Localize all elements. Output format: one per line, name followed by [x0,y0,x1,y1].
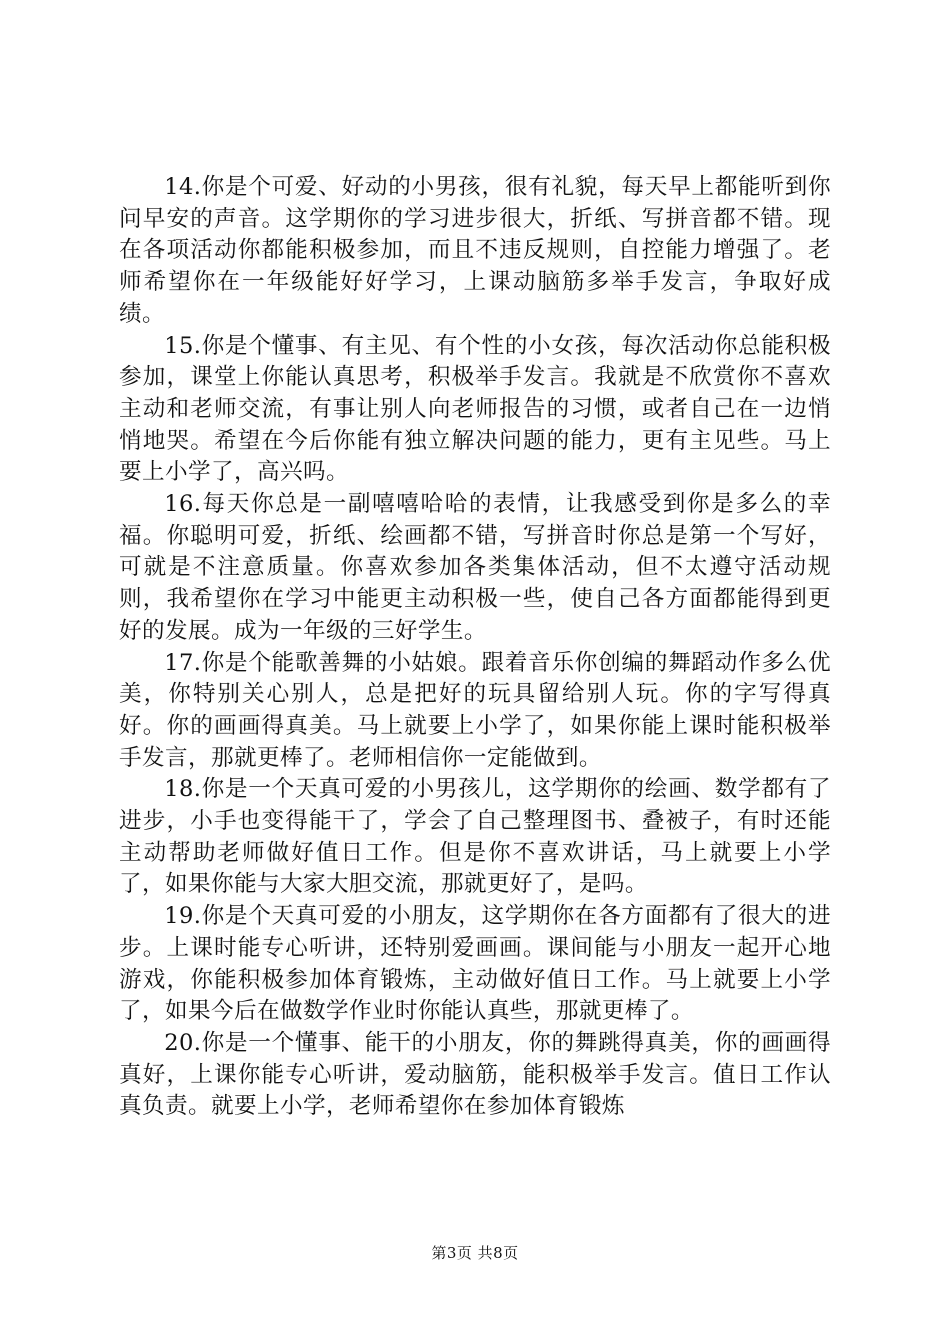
comment-paragraph-18: 18.你是一个天真可爱的小男孩儿，这学期你的绘画、数学都有了进步，小手也变得能干了，学会了自己整理图书、叠被子，有时还能主动帮助老师做好值日工作。但是你不喜欢讲话，马上就要上小学了，如果你能与大家大胆交流，那就更好了，是吗。 [119,776,831,898]
comment-paragraph-17: 17.你是个能歌善舞的小姑娘。跟着音乐你创编的舞蹈动作多么优美，你特别关心别人，总是把好的玩具留给别人玩。你的字写得真好。你的画画得真美。马上就要上小学了，如果你能上课时能积极举手发言，那就更棒了。老师相信你一定能做到。 [119,649,831,771]
comment-paragraph-16: 16.每天你总是一副嘻嘻哈哈的表情，让我感受到你是多么的幸福。你聪明可爱，折纸、绘画都不错，写拼音时你总是第一个写好，可就是不注意质量。你喜欢参加各类集体活动，但不太遵守活动规则，我希望你在学习中能更主动积极一些，使自己各方面都能得到更好的发展。成为一年级的三好学生。 [119,491,831,644]
page-number-footer: 第3页 共8页 [431,1244,519,1262]
document-body [119,172,831,1123]
comment-paragraph-14: 14.你是个可爱、好动的小男孩，很有礼貌，每天早上都能听到你问早安的声音。这学期你的学习进步很大，折纸、写拼音都不错。现在各项活动你都能积极参加，而且不违反规则，自控能力增强了。老师希望你在一年级能好好学习，上课动脑筋多举手发言，争取好成绩。 [119,174,831,327]
comment-paragraph-20: 20.你是一个懂事、能干的小朋友，你的舞跳得真美，你的画画得真好，上课你能专心听讲，爱动脑筋，能积极举手发言。值日工作认真负责。就要上小学，老师希望你在参加体育锻炼 [119,1029,831,1120]
comment-paragraph-19: 19.你是个天真可爱的小朋友，这学期你在各方面都有了很大的进步。上课时能专心听讲，还特别爱画画。课间能与小朋友一起开心地游戏，你能积极参加体育锻炼，主动做好值日工作。马上就要上小学了，如果今后在做数学作业时你能认真些，那就更棒了。 [119,903,831,1025]
comment-paragraph-15: 15.你是个懂事、有主见、有个性的小女孩，每次活动你总能积极参加，课堂上你能认真思考，积极举手发言。我就是不欣赏你不喜欢主动和老师交流，有事让别人向老师报告的习惯，或者自己在一边悄悄地哭。希望在今后你能有独立解决问题的能力，更有主见些。马上要上小学了，高兴吗。 [119,332,831,486]
